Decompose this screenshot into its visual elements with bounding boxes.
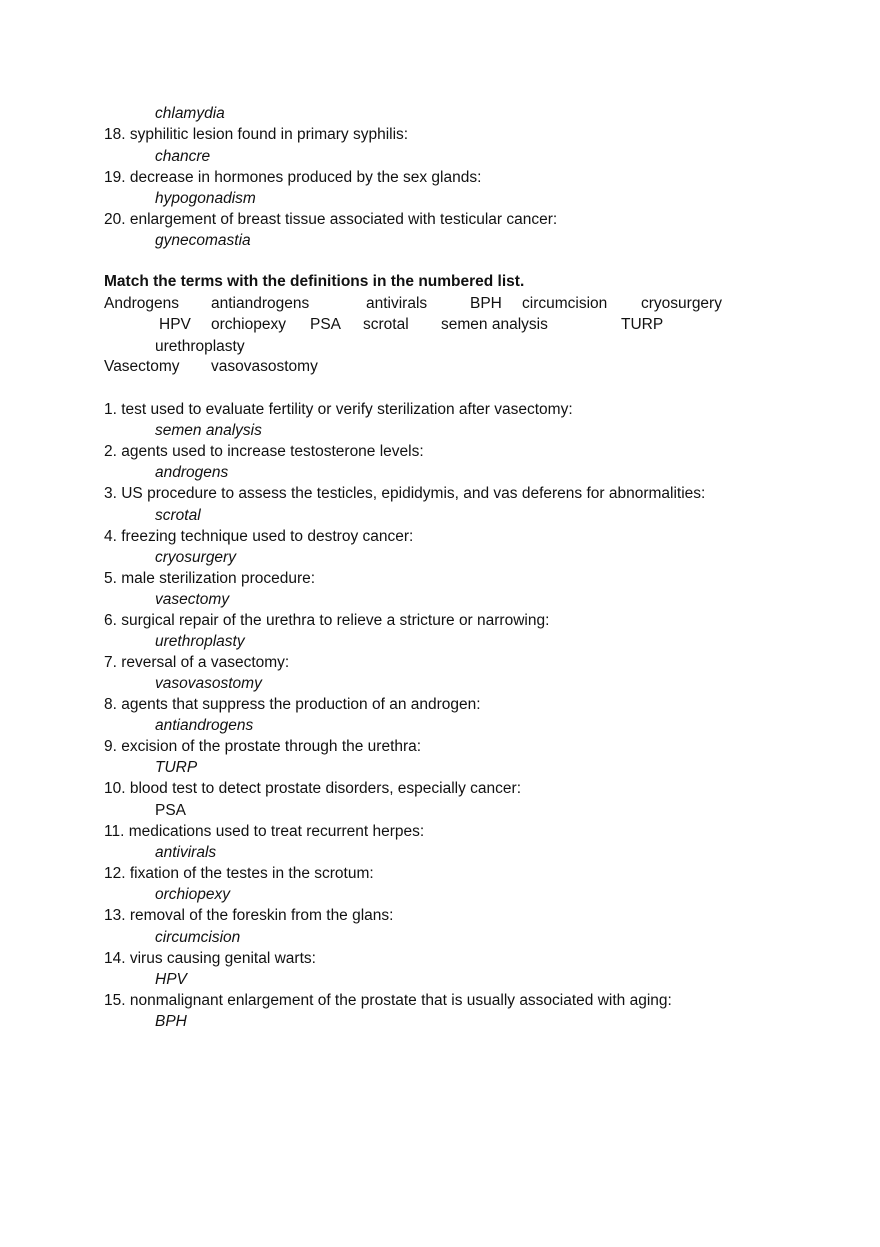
- question-text: 8. agents that suppress the production of an androgen:: [104, 696, 481, 713]
- question-text: 5. male sterilization procedure:: [104, 570, 316, 587]
- term-item: cryosurgery: [641, 295, 722, 312]
- question-text: 7. reversal of a vasectomy:: [104, 654, 290, 671]
- term-item: orchiopexy: [211, 316, 286, 333]
- term-item: TURP: [621, 316, 664, 333]
- section-heading: Match the terms with the deﬁnitions in the numbered list.: [104, 273, 525, 290]
- question-text: 15. nonmalignant enlargement of the prostate that is usually associated with aging:: [104, 992, 672, 1009]
- question-text: 13. removal of the foreskin from the glans:: [104, 907, 394, 924]
- question-text: 6. surgical repair of the urethra to relieve a stricture or narrowing:: [104, 612, 550, 629]
- answer-text: scrotal: [155, 507, 201, 524]
- answer-text: chancre: [155, 148, 211, 165]
- question-text: 10. blood test to detect prostate disorders, especially cancer:: [104, 780, 522, 797]
- term-item: vasovasostomy: [211, 358, 318, 375]
- answer-text: antiandrogens: [155, 717, 254, 734]
- question-text: 20. enlargement of breast tissue associated with testicular cancer:: [104, 211, 558, 228]
- question-text: 12. fixation of the testes in the scrotum:: [104, 865, 374, 882]
- term-item: antivirals: [366, 295, 428, 312]
- answer-text: urethroplasty: [155, 633, 245, 650]
- answer-text: orchiopexy: [155, 886, 230, 903]
- question-text: 9. excision of the prostate through the urethra:: [104, 738, 422, 755]
- term-item: BPH: [470, 295, 502, 312]
- term-item: urethroplasty: [155, 338, 245, 355]
- question-text: 14. virus causing genital warts:: [104, 950, 316, 967]
- question-text: 3. US procedure to assess the testicles, epididymis, and vas deferens for abnormalities:: [104, 485, 706, 502]
- term-item: semen analysis: [441, 316, 548, 333]
- answer-text: hypogonadism: [155, 190, 256, 207]
- answer-text: chlamydia: [155, 105, 225, 122]
- question-text: 19. decrease in hormones produced by the sex glands:: [104, 169, 482, 186]
- answer-text: androgens: [155, 464, 229, 481]
- answer-text: antivirals: [155, 844, 217, 861]
- answer-text: BPH: [155, 1013, 187, 1030]
- answer-text: circumcision: [155, 929, 241, 946]
- answer-text: semen analysis: [155, 422, 262, 439]
- answer-text: HPV: [155, 971, 187, 988]
- term-item: scrotal: [363, 316, 409, 333]
- term-item: PSA: [310, 316, 342, 333]
- term-item: circumcision: [522, 295, 608, 312]
- question-text: 11. medications used to treat recurrent herpes:: [104, 823, 425, 840]
- term-item: Androgens: [104, 295, 179, 312]
- question-text: 2. agents used to increase testosterone levels:: [104, 443, 424, 460]
- question-text: 1. test used to evaluate fertility or verify sterilization after vasectomy:: [104, 401, 573, 418]
- answer-text: gynecomastia: [155, 232, 251, 249]
- answer-text: cryosurgery: [155, 549, 236, 566]
- term-item: Vasectomy: [104, 358, 180, 375]
- term-item: antiandrogens: [211, 295, 310, 312]
- term-item: HPV: [159, 316, 191, 333]
- question-text: 4. freezing technique used to destroy cancer:: [104, 528, 414, 545]
- answer-text: vasovasostomy: [155, 675, 262, 692]
- answer-text: TURP: [155, 759, 198, 776]
- answer-text: vasectomy: [155, 591, 230, 608]
- answer-text: PSA: [155, 802, 187, 819]
- question-text: 18. syphilitic lesion found in primary syphilis:: [104, 126, 409, 143]
